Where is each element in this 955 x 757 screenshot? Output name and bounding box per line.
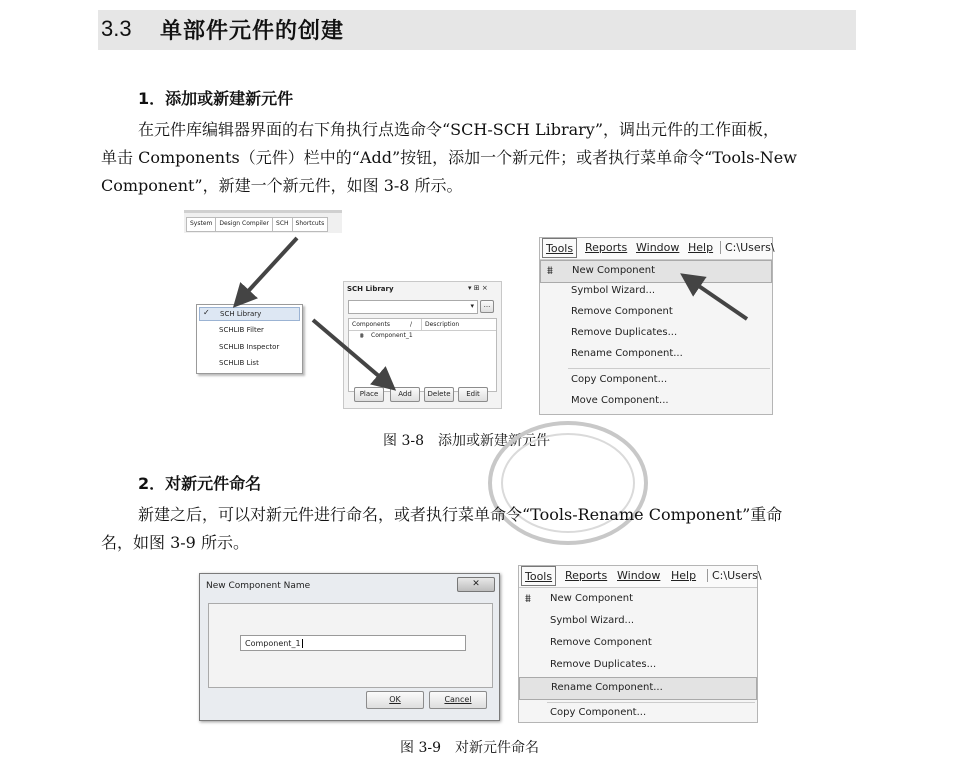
popup-item-label: SCH Library — [220, 310, 262, 318]
popup-item-schlib-list[interactable]: SCHLIB List — [219, 359, 259, 367]
component-icon: ⩩ — [360, 332, 364, 340]
subsection-1-heading: 1．添加或新建新元件 — [138, 89, 294, 108]
paragraph-2-line-1: 新建之后，可以对新元件进行命名，或者执行菜单命令“Tools-Rename Component”重命 — [138, 505, 783, 524]
tab-shortcuts[interactable]: Shortcuts — [295, 220, 325, 227]
edit-button[interactable]: Edit — [458, 387, 488, 402]
panel-window-icons[interactable]: ▾ ⊞ × — [468, 284, 488, 292]
section-number: 3.3 — [101, 16, 132, 41]
delete-button[interactable]: Delete — [424, 387, 454, 402]
popup-item-schlib-filter[interactable]: SCHLIB Filter — [219, 326, 264, 334]
menu-item-new-component[interactable]: ⩩ New Component — [525, 592, 634, 605]
menu-item-remove-component[interactable]: Remove Component — [550, 637, 652, 648]
path-label: C:\Users\ — [720, 241, 775, 254]
close-icon[interactable]: ✕ — [457, 577, 495, 592]
component-icon: ⩩ — [525, 592, 531, 605]
check-icon: ✓ — [203, 308, 210, 317]
place-button[interactable]: Place — [354, 387, 384, 402]
tab-system[interactable]: System — [187, 218, 216, 231]
column-description[interactable]: Description — [425, 321, 460, 328]
ok-button[interactable]: OK — [366, 691, 424, 709]
paragraph-1-line-2: 单击 Components（元件）栏中的“Add”按钮，添加一个新元件；或者执行菜单命令“Tools-New — [101, 148, 797, 167]
subsection-2-heading: 2．对新元件命名 — [138, 474, 262, 493]
column-components[interactable]: Components — [352, 321, 390, 328]
new-component-name-dialog — [199, 573, 500, 721]
paragraph-1-line-3: Component”，新建一个新元件，如图 3-8 所示。 — [101, 176, 463, 195]
sch-library-title: SCH Library — [347, 285, 394, 293]
paragraph-1-line-1: 在元件库编辑器界面的右下角执行点选命令“SCH-SCH Library”，调出元件的工作面板， — [138, 120, 780, 139]
menu-item-remove-duplicates[interactable]: Remove Duplicates... — [550, 659, 657, 670]
menu-item-rename-component[interactable]: Rename Component... — [571, 348, 683, 359]
menu-help[interactable]: Help — [688, 241, 714, 254]
tab-sch[interactable]: SCH — [273, 218, 293, 231]
arrow-icon — [313, 320, 387, 383]
cancel-button[interactable]: Cancel — [429, 691, 487, 709]
dialog-content — [208, 603, 493, 688]
menu-item-new-component[interactable]: ⩩ New Component — [540, 260, 772, 283]
menu-item-symbol-wizard[interactable]: Symbol Wizard... — [550, 615, 635, 626]
figure-3-8-caption: 图 3-8 添加或新建新元件 — [383, 433, 550, 449]
arrow-icon — [690, 280, 747, 319]
menu-help[interactable]: Help — [671, 569, 697, 582]
section-title: 单部件元件的创建 — [160, 19, 345, 44]
menu-tools[interactable]: Tools — [542, 238, 577, 258]
menu-reports[interactable]: Reports — [585, 241, 628, 254]
menu-item-remove-duplicates[interactable]: Remove Duplicates... — [571, 327, 678, 338]
tab-design-compiler[interactable]: Design Compiler — [216, 218, 273, 231]
menu-item-symbol-wizard[interactable]: Symbol Wizard... — [571, 285, 656, 296]
figure-3-9-caption: 图 3-9 对新元件命名 — [400, 740, 539, 756]
menu-item-remove-component[interactable]: Remove Component — [571, 306, 673, 317]
menu-reports[interactable]: Reports — [565, 569, 608, 582]
menu-window[interactable]: Window — [636, 241, 680, 254]
menu-item-rename-component[interactable]: Rename Component... — [519, 677, 757, 700]
component-icon: ⩩ — [547, 264, 553, 277]
popup-item-schlib-inspector[interactable]: SCHLIB Inspector — [219, 343, 280, 351]
add-button[interactable]: Add — [390, 387, 420, 402]
path-label: C:\Users\ — [707, 569, 762, 582]
browse-button[interactable]: ... — [480, 300, 494, 313]
menubar — [519, 566, 762, 588]
paragraph-2-line-2: 名，如图 3-9 所示。 — [101, 533, 249, 552]
menu-item-move-component[interactable]: Move Component... — [571, 395, 669, 406]
dialog-title: New Component Name — [206, 581, 311, 591]
menu-tools[interactable]: Tools — [521, 566, 556, 586]
menu-window[interactable]: Window — [617, 569, 661, 582]
component-name-input[interactable]: Component_1 — [240, 635, 466, 651]
sort-indicator: / — [410, 321, 413, 328]
menu-item-copy-component[interactable]: Copy Component... — [571, 374, 668, 385]
tools-menu-fig39 — [518, 565, 762, 723]
arrow-icon — [241, 238, 297, 299]
chevron-down-icon: ▾ — [470, 302, 474, 310]
component-name: Component_1 — [371, 332, 413, 339]
menu-item-copy-component[interactable]: Copy Component... — [550, 707, 647, 718]
